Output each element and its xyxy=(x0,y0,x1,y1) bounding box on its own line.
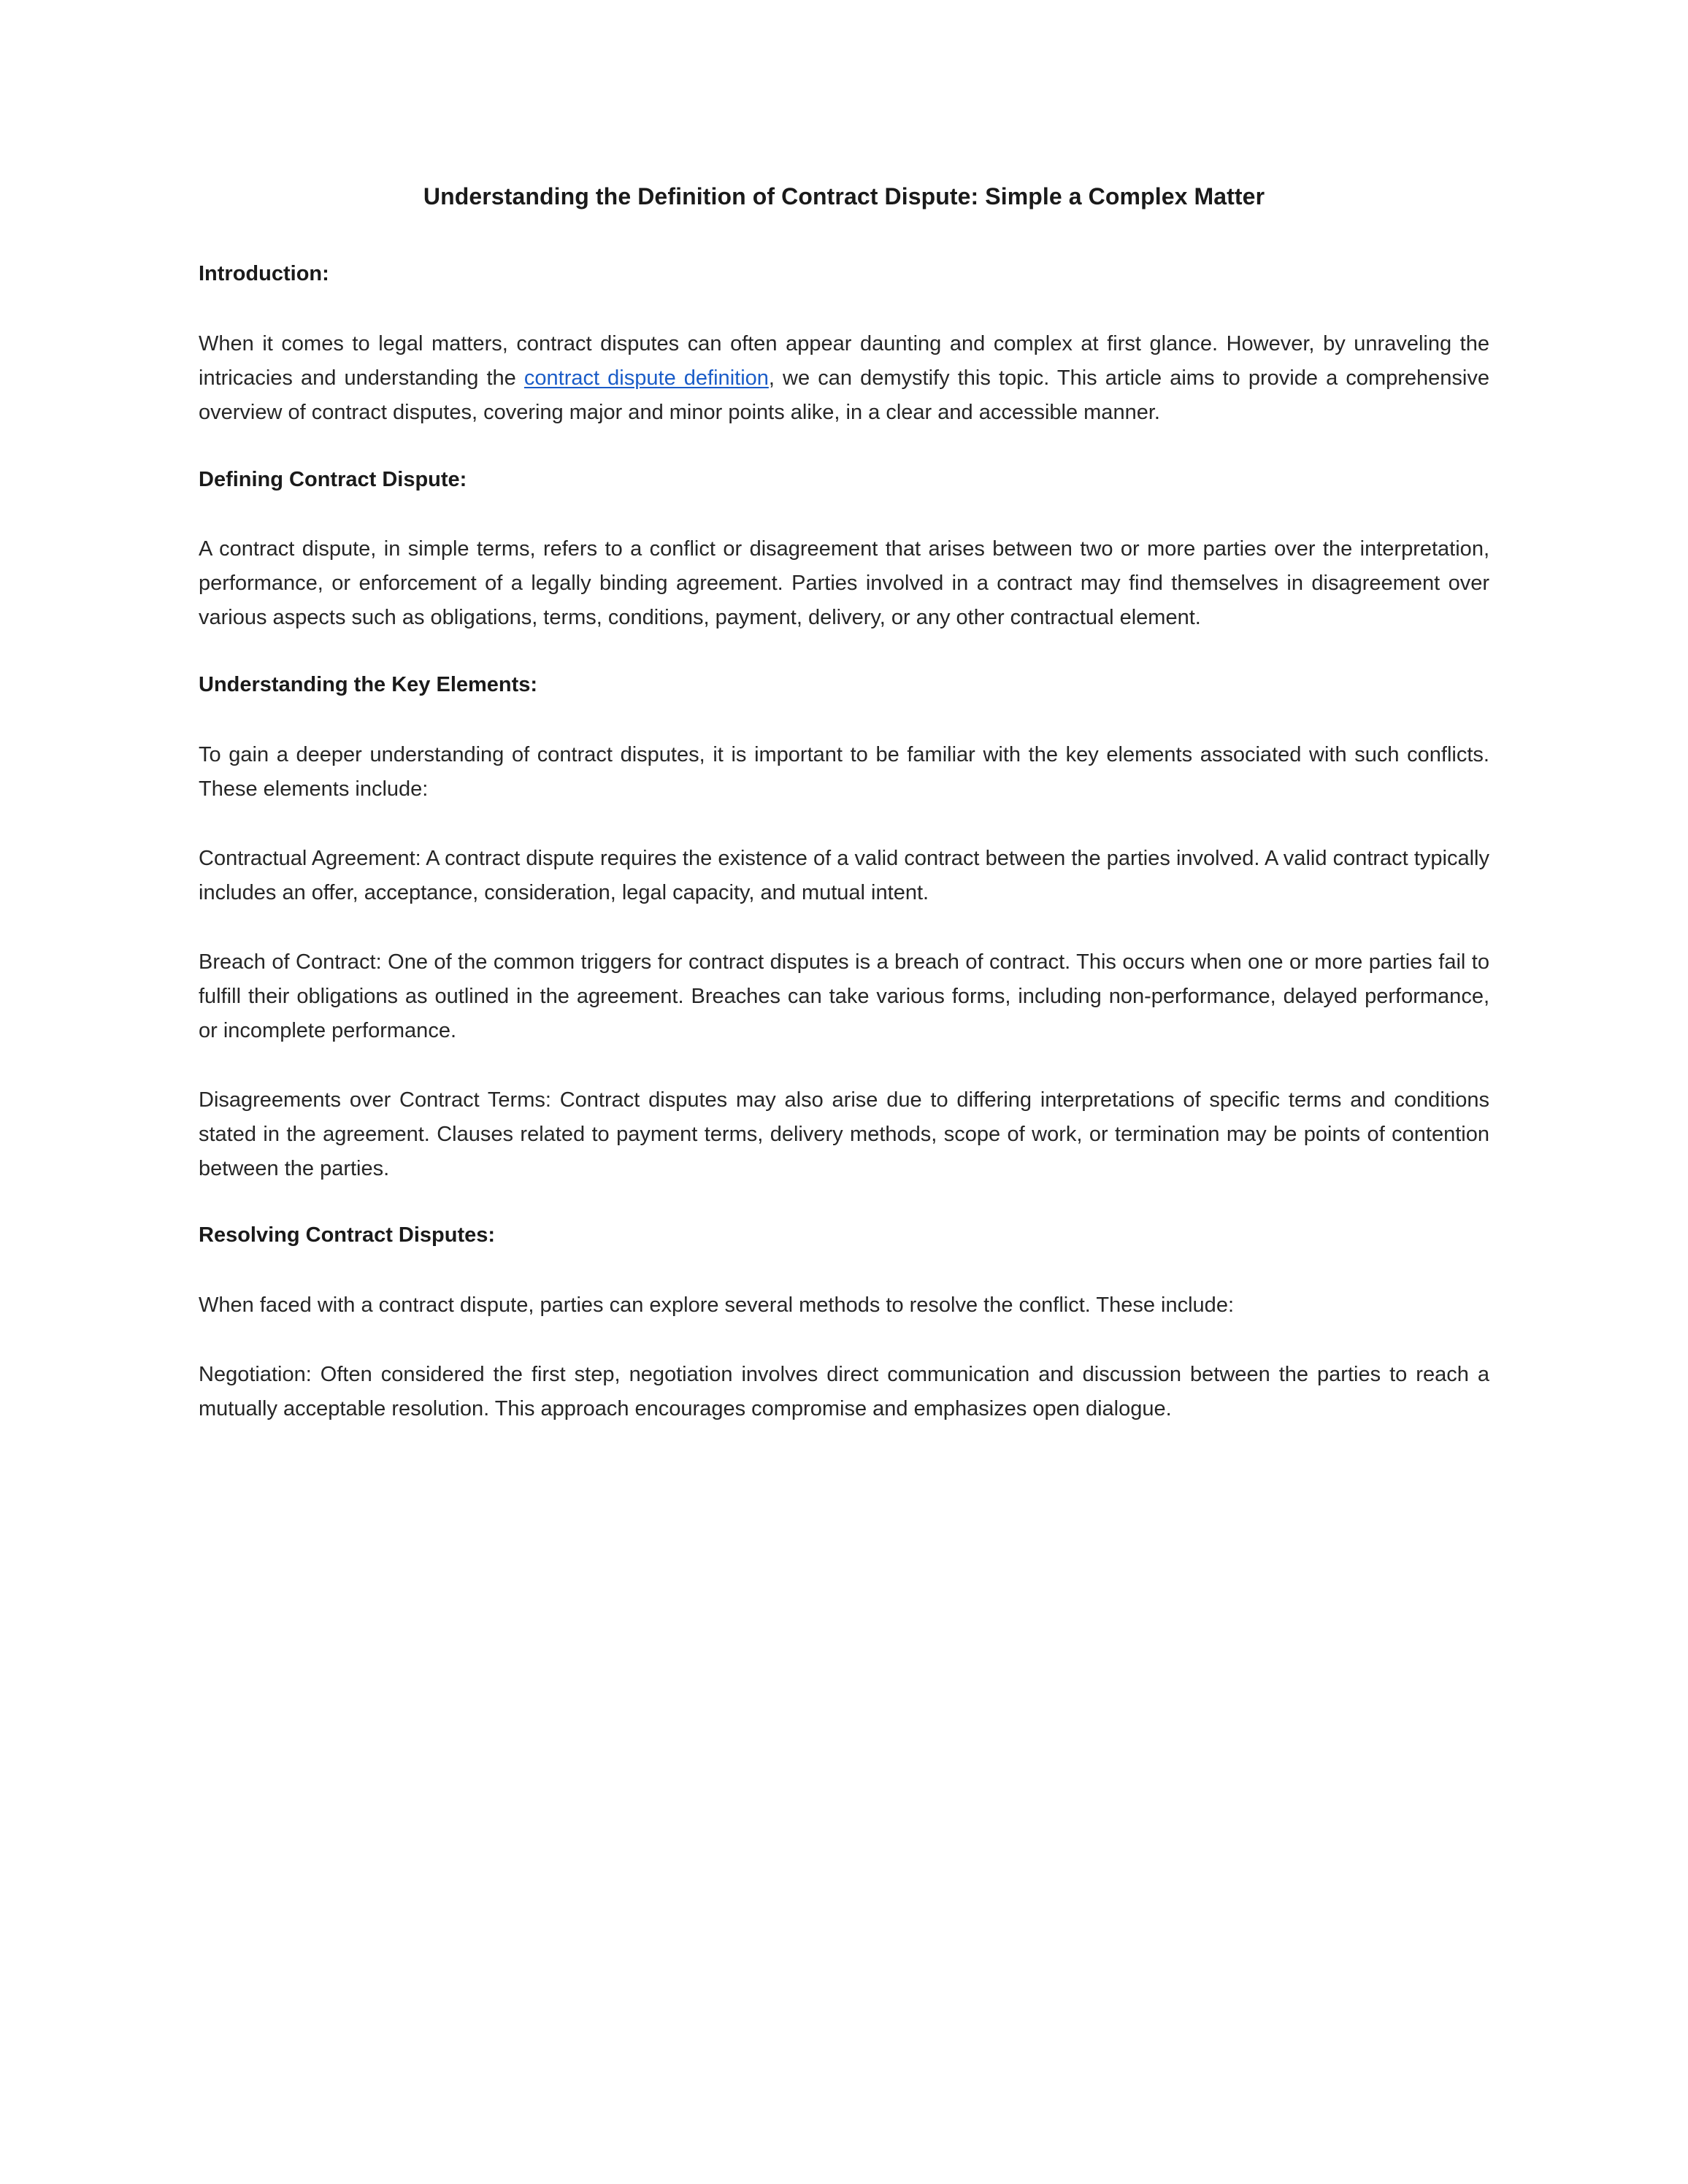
introduction-text-before-link: When it comes to legal matters, contract disputes can often appear daunting and complex at first glance. However, by unraveling the intricacies and understanding the xyxy=(199,331,1489,390)
paragraph-disagreements-over-contract-terms: Disagreements over Contract Terms: Contract disputes may also arise due to differing interpretations of specific terms and conditions stated in the agreement. Clauses related to payment terms, delivery methods, scope of work, or termination may be points of contention between the parties. xyxy=(199,1088,1489,1180)
paragraph-breach-of-contract: Breach of Contract: One of the common triggers for contract disputes is a breach of contract. This occurs when one or more parties fail to fulfill their obligations as outlined in the agreement. Breaches can take various forms, including non-performance, delayed performance, or incomplete performance. xyxy=(199,950,1489,1042)
heading-defining-contract-dispute: Defining Contract Dispute: xyxy=(199,467,467,491)
paragraph-defining-contract-dispute: A contract dispute, in simple terms, refers to a conflict or disagreement that arises between two or more parties over the interpretation, performance, or enforcement of a legally binding agreement. Parties involved in a contract may find themselves in disagreement over various aspects such as obligations, terms, conditions, payment, delivery, or any other contractual element. xyxy=(199,537,1489,630)
heading-understanding-key-elements: Understanding the Key Elements: xyxy=(199,673,538,697)
heading-introduction: Introduction: xyxy=(199,262,329,286)
paragraph-contractual-agreement: Contractual Agreement: A contract dispute requires the existence of a valid contract between the parties involved. A valid contract typically includes an offer, acceptance, consideration, legal capacity, and mutual intent. xyxy=(199,846,1489,904)
page-title: Understanding the Definition of Contract Dispute: Simple a Complex Matter xyxy=(423,183,1265,209)
introduction-text-after-link: , we can demystify this topic. This article aims to provide a comprehensive overview of contract disputes, covering major and minor points alike, in a clear and accessible manner. xyxy=(199,366,1489,424)
paragraph-negotiation: Negotiation: Often considered the first step, negotiation involves direct communication and discussion between the parties to reach a mutually acceptable resolution. This approach encourages compromise and emphasizes open dialogue. xyxy=(199,1363,1489,1420)
paragraph-introduction xyxy=(199,327,1489,430)
paragraph-key-elements-intro: To gain a deeper understanding of contract disputes, it is important to be familiar with the key elements associated with such conflicts. These elements include: xyxy=(199,742,1489,801)
heading-resolving-contract-disputes: Resolving Contract Disputes: xyxy=(199,1223,496,1247)
paragraph-resolving-intro: When faced with a contract dispute, parties can explore several methods to resolve the conflict. These include: xyxy=(199,1293,1234,1318)
contract-dispute-definition-link[interactable]: contract dispute definition xyxy=(523,366,769,390)
